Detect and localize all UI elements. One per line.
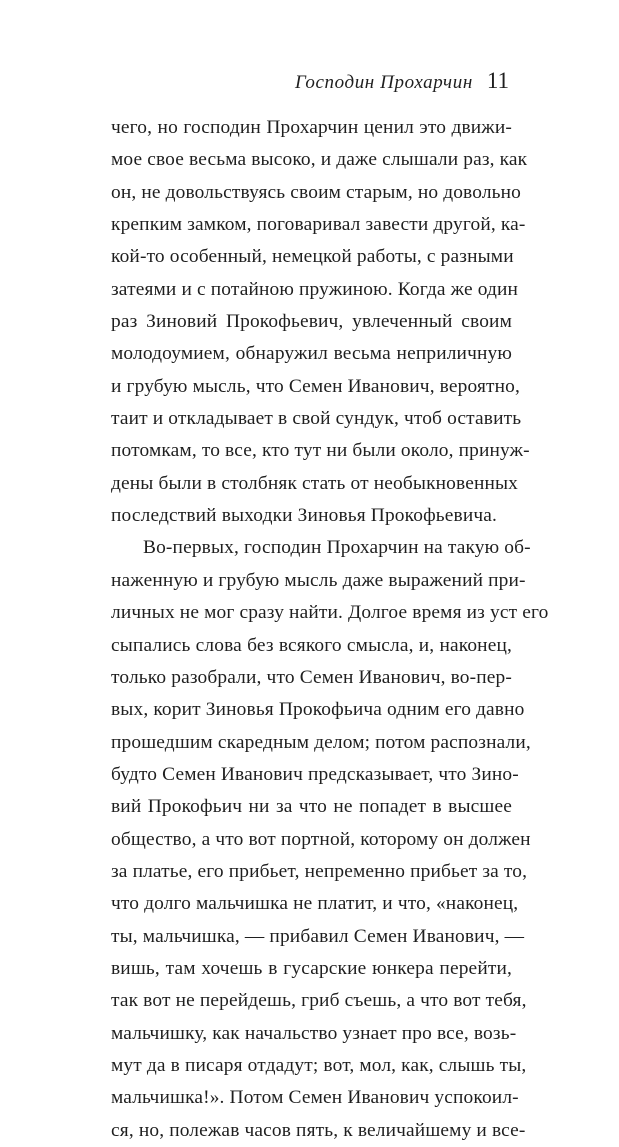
text-line: что долго мальчишка не платит, и что, «наконец, (111, 893, 519, 915)
text-line: молодоумием, обнаружил весьма неприличную (111, 343, 512, 365)
text-line: только разобрали, что Семен Иванович, во-пер- (111, 666, 512, 688)
text-line: будто Семен Иванович предсказывает, что Зино- (111, 763, 519, 785)
text-line: мальчишку, как начальство узнает про все, возь- (111, 1022, 517, 1044)
text-line: общество, а что вот портной, которому он должен (111, 828, 531, 850)
text-line: крепким замком, поговаривал завести другой, ка- (111, 214, 526, 236)
text-line: личных не мог сразу найти. Долгое время из уст его (111, 602, 549, 624)
text-line: мое свое весьма высоко, и даже слышали раз, как (111, 149, 528, 171)
text-line: наженную и грубую мысль даже выражений при- (111, 569, 526, 591)
text-line: ся, но, полежав часов пять, к величайшему и все- (111, 1119, 526, 1141)
running-title: Господин Прохарчин (294, 72, 473, 93)
text-line: последствий выходки Зиновья Прокофьевича. (111, 505, 498, 527)
paragraph-1 (111, 112, 530, 532)
text-line: мут да в писаря отдадут; вот, мол, как, слышь ты, (111, 1054, 527, 1076)
paragraph-2 (111, 532, 549, 1147)
text-line: вых, корит Зиновья Прокофьича одним его давно (111, 699, 525, 721)
text-line: кой-то особенный, немецкой работы, с разными (111, 246, 514, 268)
text-line: Во-первых, господин Прохарчин на такую об- (143, 537, 531, 559)
text-line: вий Прокофьич ни за что не попадет в высшее (111, 796, 512, 818)
text-line: мальчишка!». Потом Семен Иванович успокоил- (111, 1087, 519, 1109)
text-line: за платье, его прибьет, непременно прибьет за то, (111, 860, 528, 882)
text-line: он, не довольствуясь своим старым, но довольно (111, 181, 522, 203)
text-line: чего, но господин Прохарчин ценил это движи- (111, 117, 512, 138)
text-line: дены были в столбняк стать от необыкновенных (111, 472, 519, 494)
body-text (111, 112, 549, 1147)
text-line: так вот не перейдешь, гриб съешь, а что вот тебя, (111, 990, 527, 1012)
text-line: сыпались слова без всякого смысла, и, наконец, (111, 634, 512, 656)
text-line: потомкам, то все, кто тут ни были около, принуж- (111, 440, 530, 462)
text-line: и грубую мысль, что Семен Иванович, вероятно, (111, 375, 521, 397)
page-number: 11 (486, 68, 509, 93)
text-line: затеями и с потайною пружиною. Когда же один (111, 278, 519, 300)
running-header (295, 69, 509, 92)
text-line: ты, мальчишка, — прибавил Семен Иванович, — (111, 925, 525, 947)
text-line: прошедшим скаредным делом; потом распознали, (111, 731, 531, 753)
text-line: раз Зиновий Прокофьевич, увлеченный своим (111, 311, 512, 333)
text-line: таит и откладывает в свой сундук, чтоб оставить (111, 408, 522, 430)
text-line: вишь, там хочешь в гусарские юнкера перейти, (111, 957, 512, 979)
